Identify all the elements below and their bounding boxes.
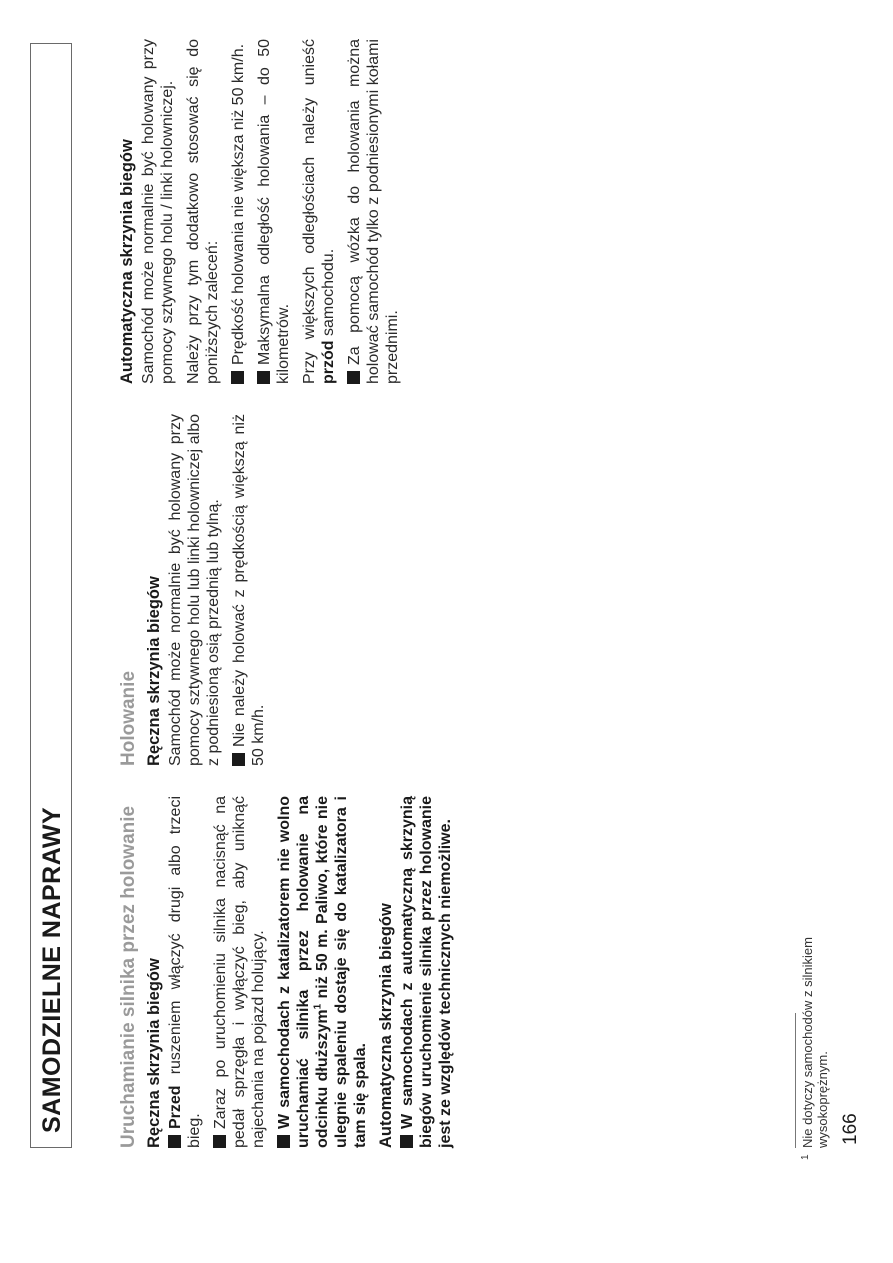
paragraph-towing-manual: Samochód może normalnie być holowany przy pomocy sztywnego holu lub linki holowniczej albo z podniesioną osią przednią lub tylną. bbox=[167, 414, 222, 766]
subtitle-automatic-gearbox: Automatyczna skrzynia biegów bbox=[377, 903, 395, 1148]
page-number: 166 bbox=[840, 1113, 861, 1145]
bullet-icon bbox=[347, 371, 360, 384]
subtitle-manual-gearbox: Ręczna skrzynia biegów bbox=[145, 958, 163, 1148]
paragraph-after-start: Zaraz po uruchomieniu silnika nacisnąć na pedał sprzęgła i wyłączyć bieg, aby uniknąć najechania na pojazd holujący. bbox=[212, 796, 267, 1148]
bullet-icon bbox=[400, 1135, 413, 1148]
bullet-icon bbox=[257, 371, 270, 384]
warning-automatic: W samochodach z automatyczną skrzynią biegów uruchomienie silnika przez holowanie jest ze względów technicznych niemożliwe. bbox=[399, 796, 454, 1148]
bullet-icon bbox=[232, 753, 245, 766]
paragraph-speed-limit: Nie należy holować z prędkością większą niż 50 km/h. bbox=[231, 414, 267, 766]
subtitle-manual-gearbox: Ręczna skrzynia biegów bbox=[145, 576, 163, 766]
bullet-dolly: Za pomocą wózka do holowania można holować samochód tylko z podniesionymi kołami przednimi. bbox=[346, 39, 401, 384]
bullet-icon bbox=[231, 371, 244, 384]
paragraph-towing-automatic: Samochód może normalnie być holowany przy pomocy sztywnego holu / linki holowniczej. bbox=[140, 39, 176, 384]
footnote bbox=[800, 923, 830, 1160]
column-towing-manual bbox=[118, 414, 275, 766]
footnote-divider bbox=[795, 1013, 796, 1148]
section-title-engine-start: Uruchamianie silnika przez holowanie bbox=[118, 805, 139, 1148]
bullet-icon bbox=[213, 1135, 226, 1148]
page-title: SAMODZIELNE NAPRAWY bbox=[38, 806, 66, 1133]
footnote-text: Nie dotyczy samochodów z silnikiem wysokoprężnym. bbox=[800, 937, 830, 1148]
section-title-towing: Holowanie bbox=[118, 670, 139, 766]
subtitle-automatic-gearbox: Automatyczna skrzynia biegów bbox=[118, 139, 136, 384]
paragraph-lift-front: Przy większych odległościach należy unieść przód samochodu. bbox=[301, 39, 337, 384]
warning-catalyst: W samochodach z katalizatorem nie wolno uruchamiać silnika przez holowanie na odcinku dłuższym$^1$ niż 50 m. Paliwo, które nie ulegnie spaleniu dostaje się do katalizatora i tam się spala. bbox=[276, 796, 369, 1148]
column-engine-start bbox=[118, 796, 462, 1148]
header-box bbox=[30, 43, 72, 1148]
paragraph-before-start: Przed ruszeniem włączyć drugi albo trzeci bieg. bbox=[167, 796, 203, 1148]
bullet-icon bbox=[168, 1135, 181, 1148]
paragraph-recommendations: Należy przy tym dodatkowo stosować się do poniższych zaleceń: bbox=[185, 39, 221, 384]
column-towing-automatic bbox=[118, 39, 409, 384]
bullet-speed: Prędkość holowania nie większa niż 50 km/h. bbox=[229, 39, 248, 384]
footnote-mark: 1 bbox=[800, 1154, 811, 1160]
bullet-distance: Maksymalna odległość holowania – do 50 kilometrów. bbox=[256, 39, 292, 384]
bullet-icon bbox=[277, 1135, 290, 1148]
